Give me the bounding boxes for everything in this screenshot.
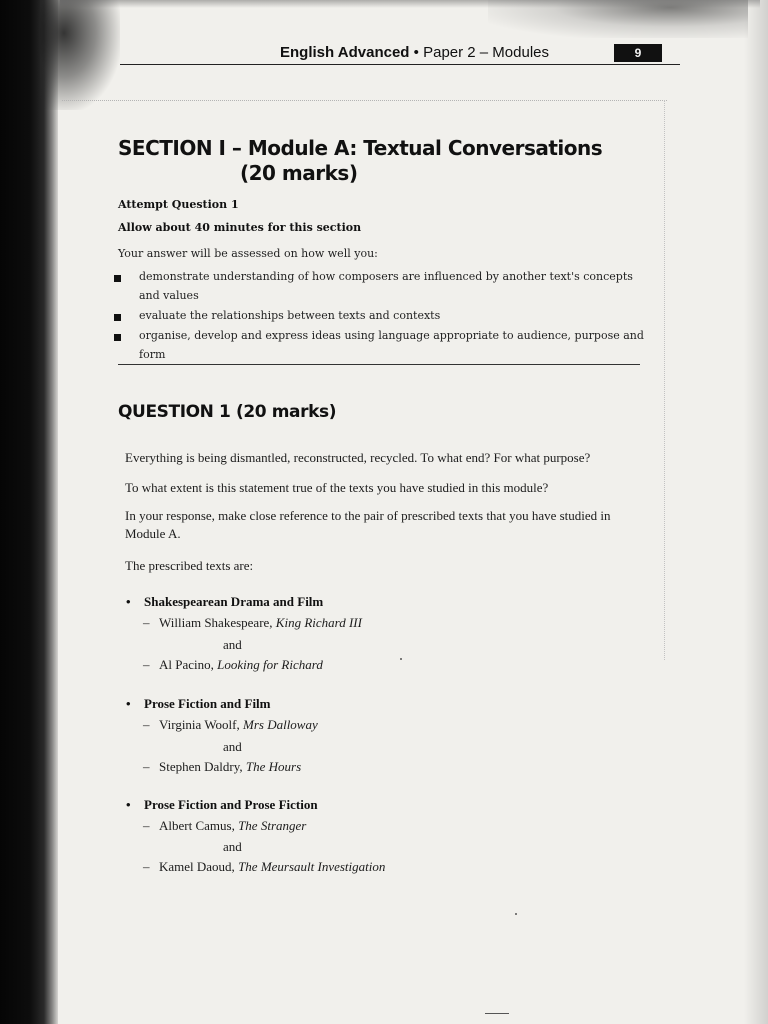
assessment-criteria-list: [114, 267, 644, 365]
text-title: The Meursault Investigation: [238, 859, 386, 874]
header-separator: •: [413, 44, 419, 61]
scan-speck: [515, 913, 517, 915]
page-number: 9: [614, 44, 662, 62]
dash-icon: –: [143, 859, 150, 874]
section-divider: [118, 364, 640, 365]
criteria-text: evaluate the relationships between texts and contexts: [139, 309, 441, 322]
question-title: QUESTION 1 (20 marks): [118, 402, 337, 422]
square-bullet-icon: [114, 334, 121, 341]
running-title: [280, 44, 549, 61]
content-border-right: [664, 100, 666, 660]
assessment-intro: Your answer will be assessed on how well you:: [118, 247, 378, 260]
section-title-line-2: (20 marks): [240, 161, 358, 185]
prescribed-text-entry: [143, 615, 362, 631]
text-title: Mrs Dalloway: [243, 717, 318, 732]
paper-name: Paper 2 – Modules: [423, 44, 550, 61]
question-statement: Everything is being dismantled, reconstructed, recycled. To what end? For what purpose?: [125, 450, 591, 465]
question-prompt: To what extent is this statement true of the texts you have studied in this module?: [125, 480, 549, 495]
text-title: Looking for Richard: [217, 657, 323, 672]
text-title: The Stranger: [238, 818, 307, 833]
connector-and: and: [223, 739, 242, 754]
square-bullet-icon: [114, 314, 121, 321]
category-name: Prose Fiction and Prose Fiction: [144, 797, 318, 812]
running-header: [120, 36, 680, 68]
text-author: Virginia Woolf,: [159, 717, 240, 732]
dash-icon: –: [143, 818, 150, 833]
criteria-text: organise, develop and express ideas using language appropriate to audience, purpose and form: [139, 329, 644, 361]
header-rule: [120, 64, 680, 65]
prescribed-text-entry: [143, 657, 323, 673]
question-instruction: In your response, make close reference to the pair of prescribed texts that you have studied in Module A.: [125, 508, 611, 541]
prescribed-text-entry: [143, 818, 306, 834]
text-author: Stephen Daldry,: [159, 759, 243, 774]
scan-shadow-top: [60, 0, 760, 8]
text-author: Kamel Daoud,: [159, 859, 235, 874]
criteria-item: [114, 326, 644, 364]
scan-speck: [485, 1013, 509, 1014]
scan-shadow-left: [0, 0, 58, 1024]
subject-name: English Advanced: [280, 44, 410, 61]
text-author: Albert Camus,: [159, 818, 235, 833]
dash-icon: –: [143, 759, 150, 774]
square-bullet-icon: [114, 275, 121, 282]
dash-icon: –: [143, 657, 150, 672]
prescribed-text-entry: [143, 859, 385, 875]
connector-and: and: [223, 637, 242, 652]
prescribed-texts-intro: The prescribed texts are:: [125, 558, 254, 573]
content-border-top: [62, 100, 667, 102]
criteria-item: [114, 267, 644, 305]
bullet-icon: •: [126, 696, 131, 711]
dash-icon: –: [143, 615, 150, 630]
time-allowance: Allow about 40 minutes for this section: [118, 221, 362, 234]
scan-shadow-right: [744, 0, 768, 1024]
prescribed-category: [126, 594, 323, 610]
criteria-text: demonstrate understanding of how composers are influenced by another text's concepts and values: [139, 270, 633, 302]
category-name: Prose Fiction and Film: [144, 696, 271, 711]
category-name: Shakespearean Drama and Film: [144, 594, 324, 609]
text-author: William Shakespeare,: [159, 615, 273, 630]
section-title-line-1: SECTION I – Module A: Textual Conversations: [118, 136, 603, 160]
scan-shadow-top-left: [40, 0, 120, 110]
prescribed-category: [126, 696, 271, 712]
bullet-icon: •: [126, 594, 131, 609]
connector-and: and: [223, 839, 242, 854]
attempt-instruction: Attempt Question 1: [118, 198, 239, 211]
text-title: The Hours: [245, 759, 302, 774]
text-author: Al Pacino,: [159, 657, 214, 672]
criteria-item: [114, 306, 644, 325]
prescribed-category: [126, 797, 318, 813]
dash-icon: –: [143, 717, 150, 732]
text-title: King Richard III: [275, 615, 362, 630]
bullet-icon: •: [126, 797, 131, 812]
scan-speck: [400, 658, 402, 660]
section-title: [118, 136, 658, 186]
prescribed-text-entry: [143, 717, 318, 733]
prescribed-text-entry: [143, 759, 301, 775]
